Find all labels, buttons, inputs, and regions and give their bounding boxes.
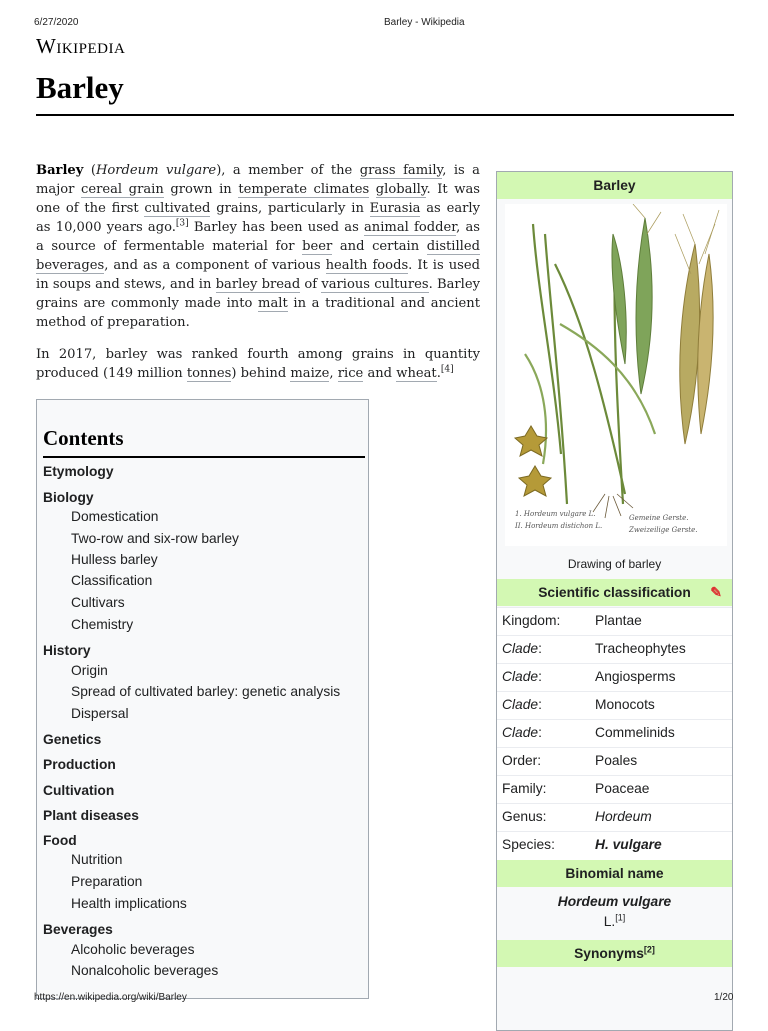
link-beer[interactable]: beer [302,239,333,254]
scientific-name: Hordeum vulgare [95,163,217,178]
binomial-authority: L.[1] [603,912,626,929]
toc-item-plant-diseases[interactable]: Plant diseases [43,808,139,823]
svg-text:Gemeine Gerste.: Gemeine Gerste. [629,514,689,522]
svg-text:1. Hordeum vulgare L.: 1. Hordeum vulgare L. [515,510,596,518]
toc-item-history[interactable]: History [43,643,91,658]
link-maize[interactable]: maize [290,366,330,381]
row-genus: Genus: Hordeum [497,803,732,832]
link-globally[interactable]: globally [375,182,427,197]
pencil-icon[interactable]: ✎ [710,584,722,600]
reference-4[interactable]: [4] [440,364,454,375]
toc-item-cultivars[interactable]: Cultivars [71,595,125,610]
link-tonnes[interactable]: tonnes [186,366,232,381]
title-divider [36,114,734,116]
toc-item-nutrition[interactable]: Nutrition [71,852,123,867]
link-animal-fodder[interactable]: animal fodder [364,220,457,235]
lead-bold-term: Barley [36,163,84,178]
toc-item-hulless-barley[interactable]: Hulless barley [71,552,158,567]
svg-text:Zweizeilige Gerste.: Zweizeilige Gerste. [629,526,698,534]
row-clade-3: Clade: Monocots [497,691,732,720]
toc-item-biology[interactable]: Biology [43,490,94,505]
link-grass-family[interactable]: grass family [359,163,443,178]
row-clade-1: Clade: Tracheophytes [497,635,732,664]
link-health-foods[interactable]: health foods [325,258,409,273]
print-page-number: 1/20 [714,992,734,1003]
infobox [496,171,733,1031]
scientific-classification-heading: Scientific classification ✎ [497,579,732,606]
link-rice[interactable]: rice [337,366,364,381]
toc-item-classification[interactable]: Classification [71,573,153,588]
barley-drawing-svg [505,204,727,546]
table-of-contents [36,399,369,999]
row-order: Order: Poales [497,747,732,776]
binomial-name: Hordeum vulgare [557,894,672,909]
page-title: Barley [36,70,124,105]
toc-item-domestication[interactable]: Domestication [71,509,159,524]
link-barley-bread[interactable]: barley bread [215,277,301,292]
toc-item-production[interactable]: Production [43,757,116,772]
link-cultivated[interactable]: cultivated [144,201,211,216]
image-caption: Drawing of barley [567,557,662,571]
row-kingdom: Kingdom: Plantae [497,607,732,636]
binomial-heading: Binomial name [497,860,732,887]
row-species: Species: H. vulgare [497,831,732,860]
toc-item-beverages[interactable]: Beverages [43,922,113,937]
toc-item-food[interactable]: Food [43,833,77,848]
toc-item-chemistry[interactable]: Chemistry [71,617,134,632]
row-clade-4: Clade: Commelinids [497,719,732,748]
link-various-cultures[interactable]: various cultures [321,277,429,292]
link-temperate-climates[interactable]: temperate climates [238,182,370,197]
toc-item-origin[interactable]: Origin [71,663,108,678]
toc-item-alcoholic-beverages[interactable]: Alcoholic beverages [71,942,195,957]
toc-item-two-row-six-row[interactable]: Two-row and six-row barley [71,531,239,546]
reference-2[interactable]: [2] [643,944,655,955]
toc-item-dispersal[interactable]: Dispersal [71,706,129,721]
link-distilled-beverages[interactable]: distilled beverages [36,239,480,273]
infobox-title: Barley [497,172,732,199]
toc-item-etymology[interactable]: Etymology [43,464,114,479]
link-wheat[interactable]: wheat [396,366,437,381]
barley-illustration[interactable] [505,204,727,546]
synonyms-heading: Synonyms[2] [497,940,732,967]
svg-text:II. Hordeum distichon L.: II. Hordeum distichon L. [515,522,603,530]
wikipedia-logo[interactable]: Wikipedia [36,34,126,58]
toc-divider [43,456,365,458]
link-malt[interactable]: malt [258,296,288,311]
print-title: Barley - Wikipedia [384,17,465,28]
toc-item-preparation[interactable]: Preparation [71,874,143,889]
toc-item-genetics[interactable]: Genetics [43,732,102,747]
lead-paragraph: Barley (Hordeum vulgare), a member of the grass family, is a major cereal grain grown in temperate climates globally. It was one of the first cultivated grains, particularly in Eurasia as early as 10,000 years ago.[3] Barley has been used as animal fodder, as a source of fermentable material for beer and certain distilled beverages, and as a component of various health foods. It is used in soups and stews, and in barley bread of various cultures. Barley grains are commonly made into malt in a traditional and ancient method of preparation. [36,163,481,330]
toc-item-health-implications[interactable]: Health implications [71,896,187,911]
link-eurasia[interactable]: Eurasia [369,201,421,216]
link-cereal-grain[interactable]: cereal grain [81,182,164,197]
toc-item-nonalcoholic-beverages[interactable]: Nonalcoholic beverages [71,963,219,978]
reference-3[interactable]: [3] [175,218,189,229]
print-date: 6/27/2020 [34,17,79,28]
row-family: Family: Poaceae [497,775,732,804]
row-clade-2: Clade: Angiosperms [497,663,732,692]
toc-item-cultivation[interactable]: Cultivation [43,783,115,798]
production-paragraph: In 2017, barley was ranked fourth among grains in quantity produced (149 million tonnes) behind maize, rice and wheat.[4] [36,347,480,381]
print-url: https://en.wikipedia.org/wiki/Barley [34,992,187,1003]
toc-title: Contents [43,426,124,450]
reference-1[interactable]: [1] [615,912,626,923]
toc-item-genetic-analysis[interactable]: Spread of cultivated barley: genetic analysis [71,684,341,699]
